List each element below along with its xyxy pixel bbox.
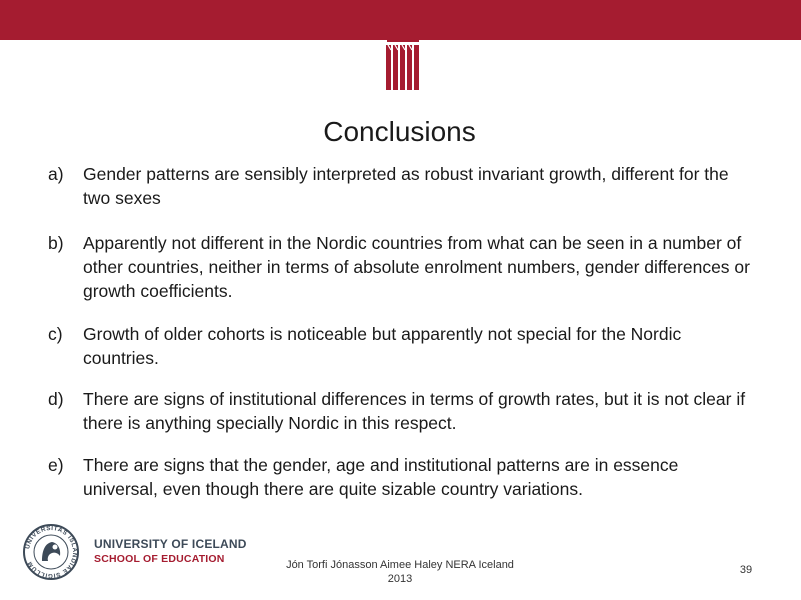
credit-authors: Jón Torfi Jónasson Aimee Haley NERA Iceland (286, 559, 514, 571)
slide-title: Conclusions (323, 116, 476, 147)
list-item-text: Gender patterns are sensibly interpreted as robust invariant growth, different for the two sexes (83, 164, 729, 208)
university-seal-icon (22, 523, 80, 581)
list-item-text: Growth of older cohorts is noticeable but apparently not special for the Nordic countries. (83, 324, 682, 368)
school-name: SCHOOL OF EDUCATION (94, 553, 225, 565)
svg-text:UNIVERSITAS ISLANDIAE SIGILLUM: UNIVERSITAS ISLANDIAE SIGILLUM (24, 524, 79, 580)
list-item (48, 322, 758, 370)
footer-credit (280, 558, 520, 586)
list-marker: a) (48, 164, 64, 184)
list-marker: b) (48, 233, 64, 253)
list-item (48, 453, 758, 501)
university-name: UNIVERSITY OF ICELAND (94, 537, 247, 551)
list-marker: d) (48, 389, 64, 409)
conclusions-list (48, 162, 758, 501)
list-item (48, 231, 758, 303)
list-marker: e) (48, 455, 64, 475)
list-item-text: There are signs that the gender, age and institutional patterns are in essence universal, even though there are quite sizable country variations. (83, 455, 679, 499)
credit-year: 2013 (387, 573, 413, 585)
list-item-text: There are signs of institutional differences in terms of growth rates, but it is not clear if there is anything specially Nordic in this respect. (83, 389, 746, 433)
page-number: 39 (739, 564, 753, 576)
list-item-text: Apparently not different in the Nordic countries from what can be seen in a number of other countries, neither in terms of absolute enrolment numbers, gender differences or growth coefficients. (83, 233, 750, 301)
list-item (48, 162, 758, 210)
list-marker: c) (48, 324, 63, 344)
list-item (48, 387, 758, 435)
university-pillar-logo-icon (361, 24, 445, 90)
